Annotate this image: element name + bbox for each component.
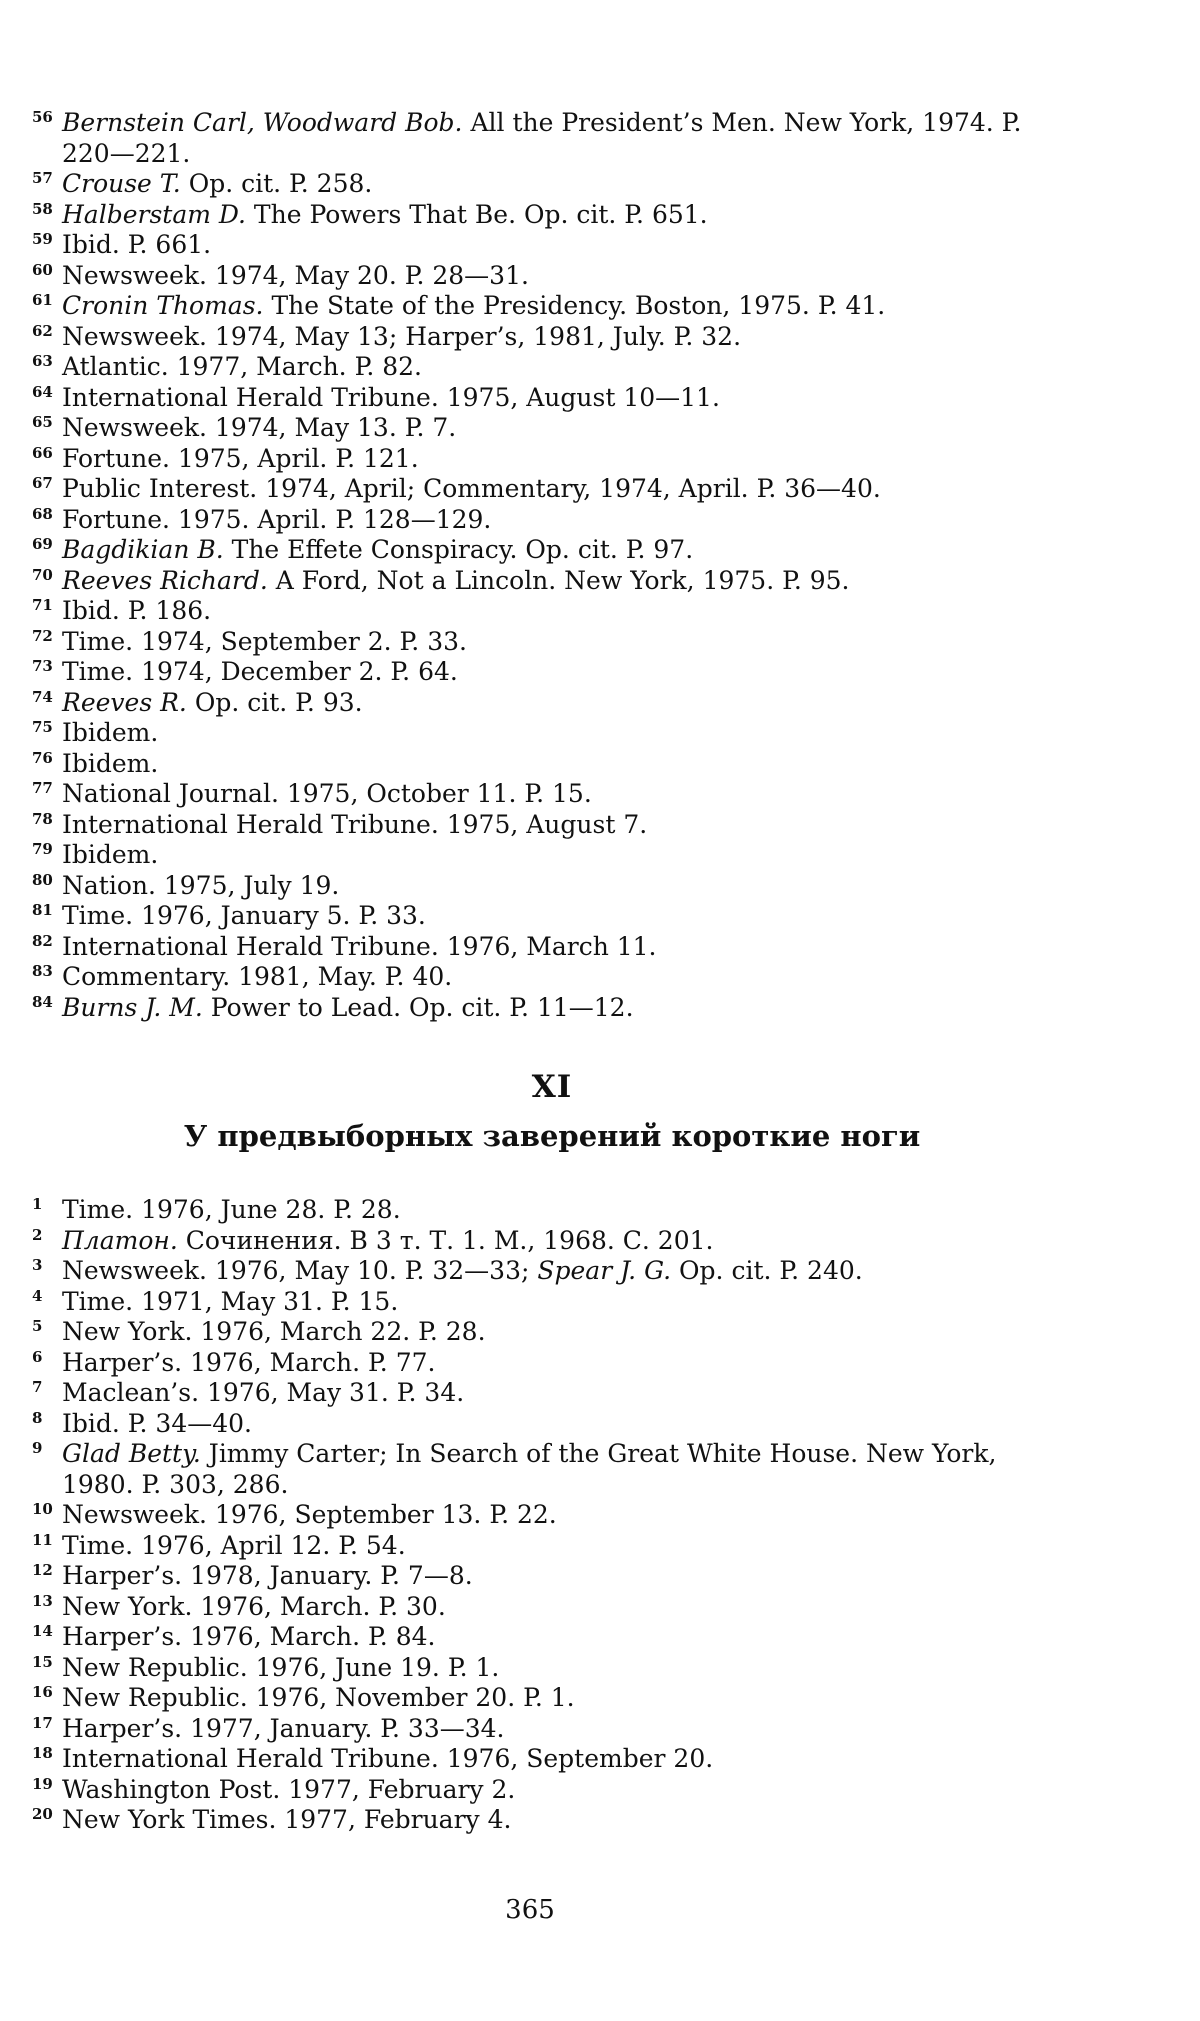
note-text: Time. 1976, January 5. P. 33. xyxy=(62,901,426,930)
note-item xyxy=(32,1805,1072,1836)
note-item xyxy=(32,1409,1072,1440)
document-page xyxy=(32,108,1072,1836)
note-item xyxy=(32,1348,1072,1379)
note-number: 73 xyxy=(32,657,53,675)
note-item xyxy=(32,169,1072,200)
note-item xyxy=(32,1317,1072,1348)
note-number: 13 xyxy=(32,1591,53,1610)
note-item xyxy=(32,322,1072,353)
note-text: Ibid. P. 186. xyxy=(62,596,212,625)
note-text: Newsweek. 1976, May 10. P. 32—33; xyxy=(62,1256,538,1285)
note-number: 19 xyxy=(32,1774,53,1793)
note-item xyxy=(32,383,1072,414)
note-text: Time. 1976, June 28. P. 28. xyxy=(62,1195,401,1224)
note-number: 65 xyxy=(32,413,53,431)
note-author: Burns J. M. xyxy=(62,992,203,1022)
note-number: 2 xyxy=(32,1225,43,1244)
note-text: Op. cit. P. 93. xyxy=(186,687,363,717)
note-number: 80 xyxy=(32,870,53,889)
note-text: Time. 1976, April 12. P. 54. xyxy=(62,1530,406,1560)
note-number: 18 xyxy=(32,1744,53,1762)
note-text: Time. 1971, May 31. P. 15. xyxy=(62,1286,399,1316)
note-number: 71 xyxy=(32,596,53,614)
note-text: Harper’s. 1977, January. P. 33—34. xyxy=(62,1713,505,1743)
note-text: Commentary. 1981, May. P. 40. xyxy=(62,962,453,991)
note-number: 8 xyxy=(32,1408,43,1427)
notes-list-chapter-xi xyxy=(32,1195,1072,1836)
note-text: Ibidem. xyxy=(62,748,159,778)
note-item xyxy=(32,230,1072,261)
note-text: The Effete Conspiracy. Op. cit. P. 97. xyxy=(223,535,694,564)
note-number: 7 xyxy=(32,1378,43,1396)
note-number: 61 xyxy=(32,291,53,309)
note-number: 6 xyxy=(32,1347,43,1366)
note-author: Cronin Thomas. xyxy=(62,291,264,320)
note-number: 12 xyxy=(32,1561,53,1579)
note-text: National Journal. 1975, October 11. P. 15. xyxy=(62,779,592,808)
note-number: 68 xyxy=(32,504,53,523)
note-item xyxy=(32,1439,1072,1500)
note-number: 60 xyxy=(32,260,53,279)
note-number: 81 xyxy=(32,901,53,919)
note-text: Maclean’s. 1976, May 31. P. 34. xyxy=(62,1378,465,1407)
note-item xyxy=(32,1378,1072,1409)
note-item xyxy=(32,993,1072,1024)
note-number: 83 xyxy=(32,962,53,980)
note-number: 69 xyxy=(32,535,53,553)
note-item xyxy=(32,1226,1072,1257)
note-item xyxy=(32,444,1072,475)
note-text-secondary: Op. cit. P. 240. xyxy=(671,1256,863,1285)
note-number: 77 xyxy=(32,779,53,797)
note-text: Harper’s. 1978, January. P. 7—8. xyxy=(62,1561,473,1590)
note-item xyxy=(32,901,1072,932)
note-text: Newsweek. 1974, May 13. P. 7. xyxy=(62,413,457,442)
note-number: 9 xyxy=(32,1439,43,1457)
note-text: The State of the Presidency. Boston, 1975. P. 41. xyxy=(263,291,886,320)
note-number: 59 xyxy=(32,230,53,248)
note-text: Public Interest. 1974, April; Commentary, 1974, April. P. 36—40. xyxy=(62,474,881,503)
note-number: 62 xyxy=(32,321,53,340)
note-text: Jimmy Carter; In Search of the Great White House. New York, 1980. P. 303, 286. xyxy=(62,1439,997,1499)
note-author: Платон. xyxy=(62,1225,178,1255)
note-item xyxy=(32,291,1072,322)
note-item xyxy=(32,749,1072,780)
note-item xyxy=(32,1256,1072,1287)
note-text: International Herald Tribune. 1975, August 7. xyxy=(62,809,648,839)
note-text: International Herald Tribune. 1976, September 20. xyxy=(62,1744,714,1773)
note-text: New Republic. 1976, November 20. P. 1. xyxy=(62,1683,575,1712)
note-text: International Herald Tribune. 1976, March 11. xyxy=(62,931,657,961)
note-item xyxy=(32,566,1072,597)
note-item xyxy=(32,688,1072,719)
note-author: Halberstam D. xyxy=(62,199,246,229)
note-number: 72 xyxy=(32,626,53,645)
note-text: The Powers That Be. Op. cit. P. 651. xyxy=(245,199,708,229)
note-text: Power to Lead. Op. cit. P. 11—12. xyxy=(202,992,634,1022)
note-item xyxy=(32,596,1072,627)
note-text: Ibidem. xyxy=(62,840,159,869)
page-number: 365 xyxy=(505,1895,555,1925)
note-number: 84 xyxy=(32,992,53,1011)
note-author: Bagdikian B. xyxy=(62,535,224,564)
note-item xyxy=(32,1683,1072,1714)
note-number: 78 xyxy=(32,809,53,828)
note-number: 56 xyxy=(32,108,53,126)
note-item xyxy=(32,1287,1072,1318)
note-text: Ibidem. xyxy=(62,718,159,747)
note-number: 75 xyxy=(32,718,53,736)
note-item xyxy=(32,535,1072,566)
note-text: Nation. 1975, July 19. xyxy=(62,870,340,900)
notes-list-chapter-x xyxy=(32,108,1072,1023)
note-item xyxy=(32,962,1072,993)
note-number: 58 xyxy=(32,199,53,218)
note-text: Ibid. P. 661. xyxy=(62,230,212,259)
note-item xyxy=(32,1592,1072,1623)
note-author: Reeves R. xyxy=(62,687,187,717)
note-text: Fortune. 1975, April. P. 121. xyxy=(62,443,419,473)
note-item xyxy=(32,200,1072,231)
note-item xyxy=(32,627,1072,658)
chapter-number: XI xyxy=(531,1069,573,1105)
note-number: 4 xyxy=(32,1286,43,1305)
note-number: 20 xyxy=(32,1805,53,1823)
note-item xyxy=(32,657,1072,688)
note-number: 79 xyxy=(32,840,53,858)
note-item xyxy=(32,505,1072,536)
note-number: 63 xyxy=(32,352,53,370)
note-text: Time. 1974, September 2. P. 33. xyxy=(62,626,467,656)
note-number: 82 xyxy=(32,931,53,950)
note-item xyxy=(32,779,1072,810)
note-item xyxy=(32,1714,1072,1745)
note-text: Fortune. 1975. April. P. 128—129. xyxy=(62,504,492,534)
note-number: 5 xyxy=(32,1317,43,1335)
note-number: 67 xyxy=(32,474,53,492)
note-number: 1 xyxy=(32,1195,43,1213)
note-text: New York Times. 1977, February 4. xyxy=(62,1805,512,1834)
note-number: 3 xyxy=(32,1256,43,1274)
note-author: Glad Betty. xyxy=(62,1439,201,1468)
note-text: New York. 1976, March. P. 30. xyxy=(62,1591,446,1621)
note-item xyxy=(32,1775,1072,1806)
note-item xyxy=(32,108,1072,169)
note-text: Newsweek. 1974, May 13; Harper’s, 1981, July. P. 32. xyxy=(62,321,742,351)
note-number: 57 xyxy=(32,169,53,187)
note-item xyxy=(32,1744,1072,1775)
chapter-title: У предвыборных заверений короткие ноги xyxy=(183,1119,921,1153)
note-number: 14 xyxy=(32,1622,53,1640)
note-item xyxy=(32,871,1072,902)
note-text: Newsweek. 1976, September 13. P. 22. xyxy=(62,1500,557,1529)
note-number: 11 xyxy=(32,1530,53,1549)
note-text: All the President’s Men. New York, 1974. P. 220—221. xyxy=(62,108,1022,168)
note-number: 17 xyxy=(32,1713,53,1732)
note-item xyxy=(32,1531,1072,1562)
note-text: Atlantic. 1977, March. P. 82. xyxy=(62,352,422,381)
note-text: Ibid. P. 34—40. xyxy=(62,1408,252,1438)
note-item xyxy=(32,261,1072,292)
note-number: 76 xyxy=(32,748,53,767)
note-text: New York. 1976, March 22. P. 28. xyxy=(62,1317,486,1346)
note-text: Time. 1974, December 2. P. 64. xyxy=(62,657,458,686)
note-text: Washington Post. 1977, February 2. xyxy=(62,1774,516,1804)
note-text: Harper’s. 1976, March. P. 84. xyxy=(62,1622,436,1651)
note-item xyxy=(32,1561,1072,1592)
note-item xyxy=(32,718,1072,749)
note-text: Op. cit. P. 258. xyxy=(180,169,373,198)
note-author: Reeves Richard. xyxy=(62,565,268,595)
note-item xyxy=(32,413,1072,444)
note-number: 74 xyxy=(32,687,53,706)
note-item xyxy=(32,352,1072,383)
note-item xyxy=(32,1622,1072,1653)
note-author: Crouse T. xyxy=(62,169,181,198)
note-text: Сочинения. В 3 т. Т. 1. М., 1968. С. 201. xyxy=(177,1225,714,1255)
note-item xyxy=(32,810,1072,841)
note-number: 15 xyxy=(32,1652,53,1671)
note-number: 66 xyxy=(32,443,53,462)
note-item xyxy=(32,1500,1072,1531)
note-item xyxy=(32,1653,1072,1684)
note-item xyxy=(32,840,1072,871)
note-author-secondary: Spear J. G. xyxy=(537,1256,672,1285)
note-author: Bernstein Carl, Woodward Bob. xyxy=(62,108,463,137)
note-text: Newsweek. 1974, May 20. P. 28—31. xyxy=(62,260,529,290)
note-text: Harper’s. 1976, March. P. 77. xyxy=(62,1347,436,1377)
note-item xyxy=(32,1195,1072,1226)
note-item xyxy=(32,932,1072,963)
note-text: A Ford, Not a Lincoln. New York, 1975. P. 95. xyxy=(267,565,850,595)
note-number: 64 xyxy=(32,382,53,401)
note-text: New Republic. 1976, June 19. P. 1. xyxy=(62,1652,500,1682)
note-item xyxy=(32,474,1072,505)
note-number: 16 xyxy=(32,1683,53,1701)
note-number: 70 xyxy=(32,565,53,584)
note-number: 10 xyxy=(32,1500,53,1518)
note-text: International Herald Tribune. 1975, August 10—11. xyxy=(62,382,720,412)
